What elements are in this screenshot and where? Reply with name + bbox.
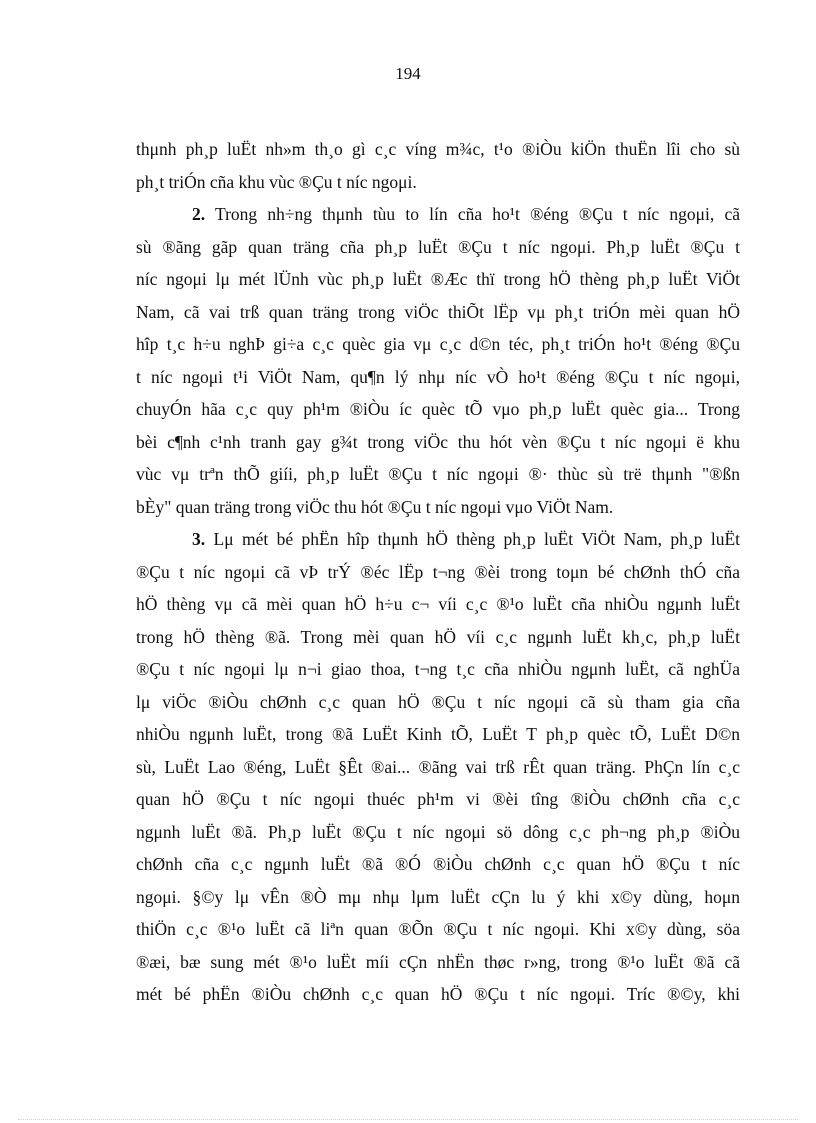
paragraph-line: ngoμi. §©y lμ vÊn ®Ò mμ nhμ lμm luËt cÇn lu ý khi x©y dùng, hoμn: [136, 886, 740, 907]
paragraph-line: trong hÖ thèng ®ã. Trong mèi quan hÖ víi c¸c ngμnh luËt kh¸c, ph¸p luËt: [136, 626, 740, 647]
body-text: [136, 133, 740, 1011]
paragraph-first-line: [136, 198, 740, 231]
paragraph-line: bèi c¶nh c¹nh tranh gay g¾t trong viÖc thu hót vèn ®Çu t níc ngoμi ë khu: [136, 431, 740, 452]
paragraph-number: 2.: [192, 204, 206, 224]
paragraph-line: thμnh ph¸p luËt nh»m th¸o gì c¸c víng m¾c, t¹o ®iÒu kiÖn thuËn lîi cho sù: [136, 139, 740, 159]
paragraph-line: bÈy" quan träng trong viÖc thu hót ®Çu t níc ngoμi vμo ViÖt Nam.: [136, 496, 614, 517]
paragraph-first-line: [136, 523, 740, 556]
paragraph-line: ®Çu t níc ngoμi cã vÞ trÝ ®éc lËp t¬ng ®èi trong toμn bé chØnh thÓ cña: [136, 561, 740, 582]
paragraph-line: nhiÒu ngμnh luËt, trong ®ã LuËt Kinh tÕ, LuËt T ph¸p quèc tÕ, LuËt D©n: [136, 724, 740, 744]
paragraph-line: chuyÓn hãa c¸c quy ph¹m ®iÒu íc quèc tÕ vμo ph¸p luËt quèc gia... Trong: [136, 399, 740, 419]
paragraph-line: lμ viÖc ®iÒu chØnh c¸c quan hÖ ®Çu t níc ngoμi cã sù tham gia cña: [136, 691, 740, 712]
paragraph-line: t níc ngoμi t¹i ViÖt Nam, qu¶n lý nhμ níc vÒ ho¹t ®éng ®Çu t níc ngoμi,: [136, 366, 740, 387]
paragraph-line: Nam, cã vai trß quan träng trong viÖc thiÕt lËp vμ ph¸t triÓn mèi quan hÖ: [136, 301, 740, 322]
paragraph-line: vùc vμ trªn thÕ giíi, ph¸p luËt ®Çu t níc ngoμi ®· thùc sù trë thμnh "®ßn: [136, 464, 740, 484]
paragraph-line-text: Lμ mét bé phËn hîp thμnh hÖ thèng ph¸p luËt ViÖt Nam, ph¸p luËt: [205, 529, 740, 549]
paragraph-line: ph¸t triÓn cña khu vùc ®Çu t níc ngoμi.: [136, 171, 417, 192]
paragraph-line: ®Çu t níc ngoμi lμ n¬i giao thoa, t¬ng t¸c cña nhiÒu ngμnh luËt, cã nghÜa: [136, 659, 740, 679]
paragraph-line: sù ®ãng gãp quan träng cña ph¸p luËt ®Çu t níc ngoμi. Ph¸p luËt ®Çu t: [136, 236, 740, 257]
paragraph-line: quan hÖ ®Çu t níc ngoμi thuéc ph¹m vi ®èi tîng ®iÒu chØnh cña c¸c: [136, 789, 740, 809]
paragraph-line: hîp t¸c h÷u nghÞ gi÷a c¸c quèc gia vμ c¸c d©n téc, ph¸t triÓn ho¹t ®éng ®Çu: [136, 334, 740, 354]
paragraph-line: thiÖn c¸c ®¹o luËt cã liªn quan ®Õn ®Çu t níc ngoμi. Khi x©y dùng, söa: [136, 919, 740, 939]
paragraph-number: 3.: [192, 529, 206, 549]
paragraph-line: ngμnh luËt ®ã. Ph¸p luËt ®Çu t níc ngoμi sö dông c¸c ph¬ng ph¸p ®iÒu: [136, 821, 740, 842]
paragraph-3: [136, 523, 740, 1011]
paragraph-line: sù, LuËt Lao ®éng, LuËt §Êt ®ai... ®ãng vai trß rÊt quan träng. PhÇn lín c¸c: [136, 756, 740, 777]
paragraph-line-text: Trong nh÷ng thμnh tùu to lín cña ho¹t ®éng ®Çu t níc ngoμi, cã: [205, 204, 740, 224]
paragraph-2: [136, 198, 740, 523]
paragraph-line: hÖ thèng vμ cã mèi quan hÖ h÷u c¬ víi c¸c ®¹o luËt cña nhiÒu ngμnh luËt: [136, 594, 740, 614]
page-bottom-divider: [18, 1119, 798, 1120]
page-number: 194: [395, 64, 421, 83]
paragraph-line: chØnh cña c¸c ngμnh luËt ®ã ®Ó ®iÒu chØnh c¸c quan hÖ ®Çu t níc: [136, 854, 740, 874]
paragraph-line: níc ngoμi lμ mét lÜnh vùc ph¸p luËt ®Æc thï trong hÖ thèng ph¸p luËt ViÖt: [136, 269, 740, 289]
paragraph-line: mét bé phËn ®iÒu chØnh c¸c quan hÖ ®Çu t níc ngoμi. Tríc ®©y, khi: [136, 984, 740, 1004]
paragraph-line: ®æi, bæ sung mét ®¹o luËt míi cÇn nhËn thøc r»ng, trong ®¹o luËt ®ã cã: [136, 951, 740, 972]
paragraph-1: [136, 133, 740, 198]
